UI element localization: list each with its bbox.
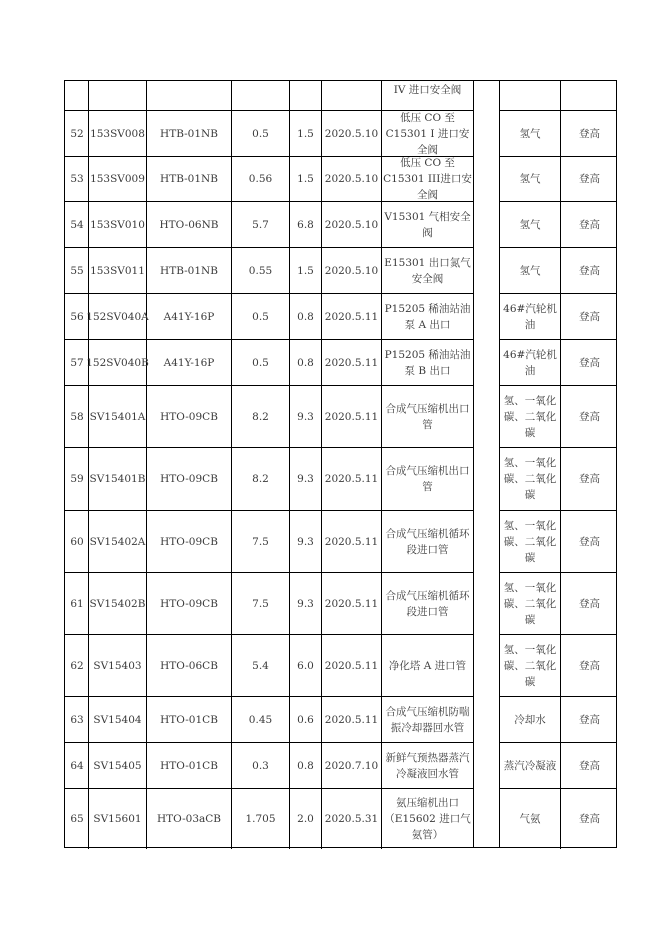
set-pressure: 7.5 — [252, 535, 269, 548]
work-type: 登高 — [579, 597, 600, 610]
merged-empty-column — [473, 81, 499, 847]
valve-tag: 153SV009 — [90, 173, 145, 185]
work-type: 登高 — [579, 264, 600, 277]
set-pressure: 0.56 — [248, 173, 273, 185]
set-pressure: 0.5 — [252, 356, 269, 369]
safety-valve-table — [64, 80, 617, 848]
row-number: 58 — [70, 410, 84, 423]
table-row — [65, 156, 616, 201]
valve-tag: 152SV040A — [86, 310, 149, 323]
install-location: V15301 气相安全阀 — [384, 210, 471, 239]
table-row-continuation — [65, 81, 616, 110]
valve-model: HTO-03aCB — [156, 813, 222, 825]
design-pressure: 6.8 — [297, 218, 314, 231]
medium: 冷却水 — [514, 713, 546, 726]
valve-model: HTB-01NB — [160, 264, 218, 277]
design-pressure: 0.6 — [297, 713, 314, 726]
table-row — [65, 634, 616, 696]
column-divider — [321, 81, 322, 110]
install-location: 净化塔 A 进口管 — [388, 659, 467, 672]
column-divider — [231, 81, 232, 110]
work-type: 登高 — [579, 713, 600, 726]
work-type: 登高 — [579, 173, 600, 185]
row-number: 63 — [70, 713, 84, 726]
medium: 氢、一氧化碳、二氧化碳 — [503, 581, 557, 626]
work-type: 登高 — [579, 759, 600, 772]
set-pressure: 0.45 — [248, 713, 273, 726]
work-type: 登高 — [579, 356, 600, 369]
check-date: 2020.5.11 — [324, 535, 379, 548]
check-date: 2020.5.11 — [324, 659, 379, 672]
install-location: 氨压缩机出口（E15602 进口气氨管） — [384, 797, 471, 841]
set-pressure: 0.3 — [252, 759, 269, 772]
valve-model: HTO-09CB — [160, 535, 218, 548]
row-number: 53 — [70, 173, 84, 185]
design-pressure: 1.5 — [297, 173, 314, 185]
column-divider — [560, 81, 561, 110]
valve-model: HTO-09CB — [160, 410, 218, 423]
valve-tag: SV15402B — [89, 597, 146, 610]
design-pressure: 6.0 — [297, 659, 314, 672]
valve-tag: SV15402A — [89, 535, 146, 548]
install-location: 合成气压缩机循环段进口管 — [385, 589, 470, 618]
table-row — [65, 696, 616, 742]
install-location: 低压 CO 至 C15301 I 进口安全阀 — [385, 111, 470, 156]
valve-tag: 153SV011 — [90, 264, 145, 277]
valve-tag: SV15401A — [89, 410, 146, 423]
install-location: IV 进口安全阀 — [393, 84, 462, 96]
row-number: 52 — [70, 127, 84, 140]
table-row — [65, 788, 616, 849]
valve-model: A41Y-16P — [163, 356, 215, 369]
row-number: 64 — [70, 759, 84, 772]
set-pressure: 8.2 — [252, 473, 269, 485]
check-date: 2020.5.10 — [324, 264, 379, 277]
check-date: 2020.5.11 — [324, 356, 379, 369]
medium: 氢、一氧化碳、二氧化碳 — [503, 394, 557, 439]
work-type: 登高 — [579, 535, 600, 548]
valve-tag: 153SV008 — [90, 127, 145, 140]
valve-tag: SV15405 — [93, 759, 142, 772]
medium: 氢、一氧化碳、二氧化碳 — [503, 643, 557, 688]
valve-model: HTO-06CB — [160, 659, 218, 672]
work-type: 登高 — [579, 218, 600, 231]
install-location: 低压 CO 至 C15301 III进口安全阀 — [383, 157, 472, 201]
set-pressure: 5.4 — [252, 659, 269, 672]
valve-model: HTB-01NB — [160, 127, 218, 140]
table-row — [65, 447, 616, 510]
valve-model: A41Y-16P — [163, 310, 215, 323]
design-pressure: 9.3 — [297, 597, 314, 610]
design-pressure: 0.8 — [297, 310, 314, 323]
row-number: 59 — [70, 473, 84, 485]
valve-tag: SV15403 — [93, 659, 142, 672]
medium: 氢气 — [519, 127, 541, 140]
design-pressure: 9.3 — [297, 473, 314, 485]
valve-model: HTO-06NB — [159, 218, 219, 231]
column-divider — [88, 81, 89, 110]
medium: 46#汽轮机油 — [503, 302, 557, 331]
design-pressure: 1.5 — [297, 264, 314, 277]
install-location: 合成气压缩机出口管 — [385, 465, 470, 493]
check-date: 2020.7.10 — [324, 759, 379, 772]
set-pressure: 7.5 — [252, 597, 269, 610]
valve-model: HTO-01CB — [160, 713, 218, 726]
check-date: 2020.5.11 — [324, 410, 379, 423]
check-date: 2020.5.10 — [324, 218, 379, 231]
table-row — [65, 742, 616, 788]
medium: 蒸汽冷凝液 — [503, 759, 557, 772]
check-date: 2020.5.10 — [324, 173, 379, 185]
row-number: 60 — [70, 535, 84, 548]
set-pressure: 0.5 — [252, 127, 269, 140]
medium: 氢气 — [519, 264, 541, 277]
row-number: 56 — [70, 310, 84, 323]
check-date: 2020.5.11 — [324, 473, 379, 485]
medium: 氢、一氧化碳、二氧化碳 — [503, 457, 557, 501]
work-type: 登高 — [579, 410, 600, 423]
set-pressure: 0.5 — [252, 310, 269, 323]
design-pressure: 1.5 — [297, 127, 314, 140]
install-location: E15301 出口氮气安全阀 — [384, 256, 471, 285]
work-type: 登高 — [579, 813, 600, 825]
work-type: 登高 — [579, 310, 600, 323]
work-type: 登高 — [579, 659, 600, 672]
work-type: 登高 — [579, 127, 600, 140]
install-location: P15205 稀油站油泵 B 出口 — [384, 348, 471, 377]
row-number: 57 — [70, 356, 84, 369]
install-location: P15205 稀油站油泵 A 出口 — [384, 302, 471, 331]
valve-model: HTO-09CB — [160, 597, 218, 610]
table-row — [65, 339, 616, 385]
column-divider — [473, 81, 474, 847]
set-pressure: 0.55 — [248, 264, 273, 277]
valve-model: HTO-09CB — [160, 473, 218, 485]
install-location: 合成气压缩机循环段进口管 — [385, 527, 470, 556]
row-number: 55 — [70, 264, 84, 277]
table-row — [65, 572, 616, 634]
install-location: 新鲜气预热器蒸汽冷凝液回水管 — [385, 751, 470, 780]
check-date: 2020.5.31 — [324, 813, 379, 825]
medium: 46#汽轮机油 — [503, 348, 557, 377]
design-pressure: 2.0 — [297, 813, 314, 825]
table-row — [65, 201, 616, 247]
valve-tag: SV15404 — [93, 713, 142, 726]
check-date: 2020.5.11 — [324, 597, 379, 610]
row-number: 62 — [70, 659, 84, 672]
check-date: 2020.5.11 — [324, 713, 379, 726]
valve-tag: SV15601 — [93, 813, 142, 825]
valve-model: HTB-01NB — [160, 173, 218, 185]
medium: 氢气 — [519, 218, 541, 231]
row-number: 61 — [70, 597, 84, 610]
check-date: 2020.5.10 — [324, 127, 379, 140]
design-pressure: 9.3 — [297, 410, 314, 423]
table-row — [65, 385, 616, 447]
check-date: 2020.5.11 — [324, 310, 379, 323]
table-row — [65, 293, 616, 339]
row-number: 65 — [70, 813, 84, 825]
valve-tag: SV15401B — [89, 473, 146, 485]
set-pressure: 8.2 — [252, 410, 269, 423]
set-pressure: 1.705 — [245, 813, 276, 825]
column-divider — [146, 81, 147, 110]
design-pressure: 0.8 — [297, 759, 314, 772]
design-pressure: 0.8 — [297, 356, 314, 369]
column-divider — [499, 81, 500, 847]
valve-tag: 153SV010 — [90, 218, 145, 231]
medium: 气氨 — [519, 813, 541, 825]
valve-tag: 152SV040B — [86, 356, 149, 369]
install-location: 合成气压缩机防喘振冷却器回水管 — [385, 705, 470, 734]
design-pressure: 9.3 — [297, 535, 314, 548]
set-pressure: 5.7 — [252, 218, 269, 231]
medium: 氢、一氧化碳、二氧化碳 — [503, 519, 557, 564]
valve-model: HTO-01CB — [160, 759, 218, 772]
column-divider — [289, 81, 290, 110]
install-location: 合成气压缩机出口管 — [385, 402, 470, 431]
table-row — [65, 110, 616, 156]
table-row — [65, 510, 616, 572]
work-type: 登高 — [579, 473, 600, 485]
row-number: 54 — [70, 218, 84, 231]
medium: 氢气 — [519, 173, 541, 185]
table-row — [65, 247, 616, 293]
